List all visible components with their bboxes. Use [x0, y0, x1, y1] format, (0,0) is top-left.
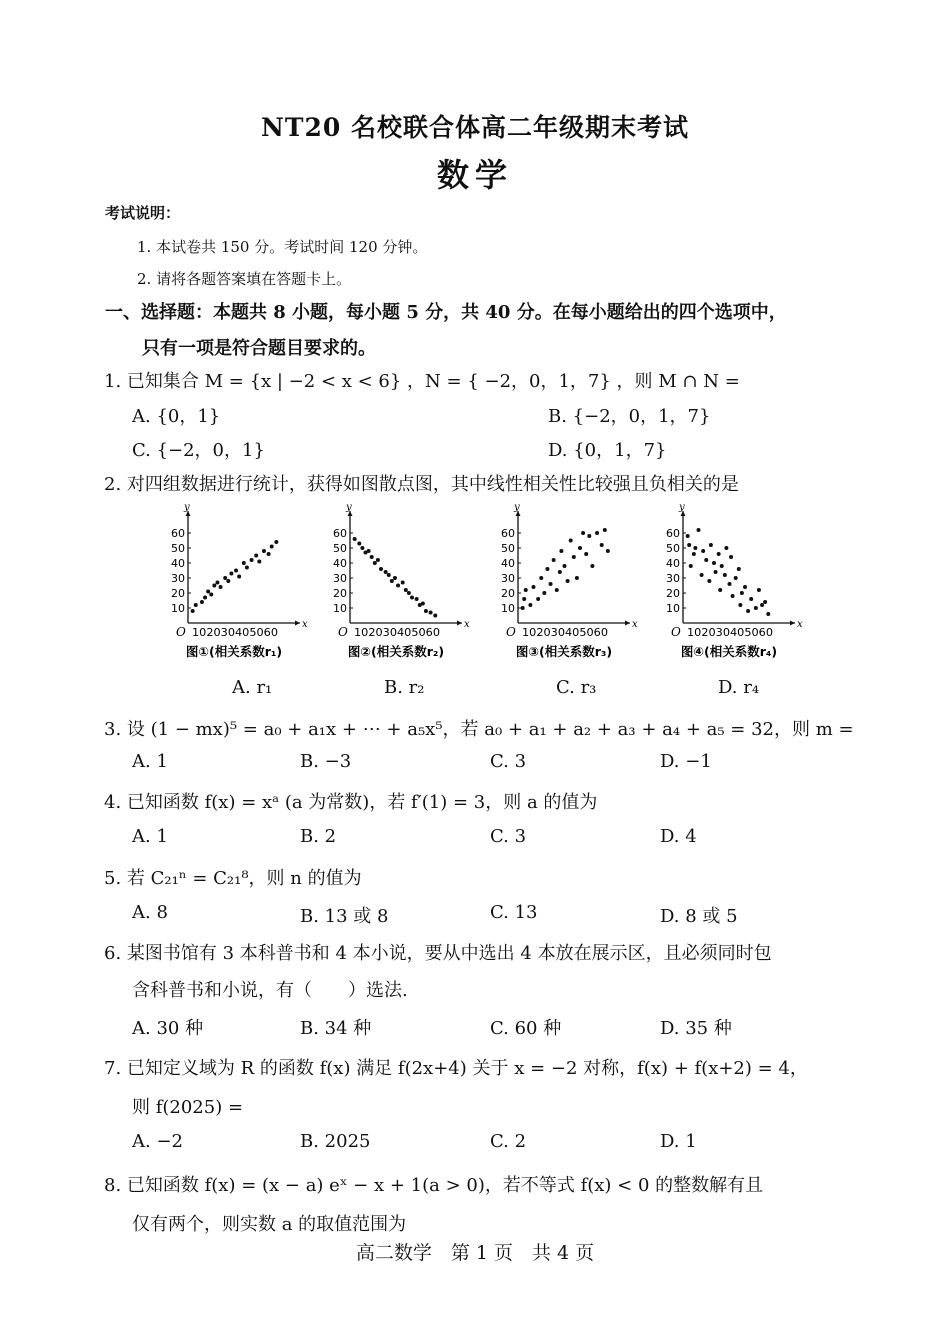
- q4-option-c: C. 3: [490, 826, 527, 847]
- scatter-point: [194, 603, 198, 607]
- scatter-point: [729, 555, 733, 559]
- scatter-point: [709, 543, 713, 547]
- y-tick-label: 10: [333, 602, 347, 615]
- q3-option-d: D. −1: [660, 751, 712, 772]
- x-axis-arrow: [457, 621, 462, 626]
- q4-option-a: A. 1: [132, 826, 168, 847]
- q2-option-a: A. r₁: [232, 677, 273, 698]
- scatter-point: [415, 597, 419, 601]
- scatter-point: [584, 552, 588, 556]
- scatter-point: [712, 561, 716, 565]
- scatter-point: [606, 549, 610, 553]
- q3-option-b: B. −3: [300, 751, 352, 772]
- scatter-point: [746, 609, 750, 613]
- scatter-point: [555, 588, 559, 592]
- question-6-stem-line2: 含科普书和小说，有（ ）选法.: [132, 980, 408, 1001]
- instructions-label: 考试说明：: [105, 204, 181, 222]
- scatter-point: [524, 588, 528, 592]
- q7-option-b: B. 2025: [300, 1131, 371, 1152]
- scatter-point: [734, 576, 738, 580]
- scatter-point: [421, 602, 425, 606]
- scatter-point: [521, 606, 525, 610]
- scatter-point: [215, 581, 219, 585]
- x-axis-name: x: [632, 619, 638, 630]
- origin-label: O: [506, 625, 516, 639]
- question-6-stem: 6. 某图书馆有 3 本科普书和 4 本小说，要从中选出 4 本放在展示区，且必须同时包: [104, 943, 772, 964]
- scatter-point: [701, 549, 705, 553]
- q5-option-a: A. 8: [132, 902, 168, 923]
- y-tick-label: 30: [333, 572, 347, 585]
- question-7-stem: 7. 已知定义域为 R 的函数 f(x) 满足 f(2x+4) 关于 x = −2 对称，f(x) + f(x+2) = 4，: [104, 1058, 808, 1079]
- scatter-point: [373, 561, 377, 565]
- scatter-point: [590, 564, 594, 568]
- scatter-point: [219, 585, 223, 589]
- question-2-stem: 2. 对四组数据进行统计，获得如图散点图，其中线性相关性比较强且负相关的是: [104, 474, 739, 495]
- y-axis-name: y: [679, 502, 685, 513]
- scatter-plot-3: [490, 502, 640, 660]
- scatter-plot-4: [655, 502, 805, 660]
- question-8-stem-line2: 仅有两个，则实数 a 的取值范围为: [132, 1214, 407, 1235]
- y-axis-name: y: [346, 502, 352, 513]
- q5-option-d: D. 8 或 5: [660, 906, 738, 927]
- scatter-point: [274, 540, 278, 544]
- scatter-point: [737, 567, 741, 571]
- scatter-plot-2: [322, 502, 472, 660]
- scatter-caption-1: 图①(相关系数r₁): [185, 644, 283, 659]
- scatter-point: [692, 552, 696, 556]
- scatter-point: [600, 543, 604, 547]
- scatter-point: [720, 564, 724, 568]
- scatter-point: [728, 582, 732, 586]
- scatter-point: [401, 581, 405, 585]
- y-tick-label: 40: [171, 557, 185, 570]
- q2-option-b: B. r₂: [384, 677, 425, 698]
- scatter-point: [433, 614, 437, 618]
- scatter-point: [429, 611, 433, 615]
- q6-option-a: A. 30 种: [132, 1018, 204, 1039]
- scatter-point: [693, 546, 697, 550]
- subject-title: 数学: [436, 156, 513, 194]
- scatter-point: [743, 585, 747, 589]
- x-axis-arrow: [790, 621, 795, 626]
- scatter-point: [370, 555, 374, 559]
- scatter-point: [407, 591, 411, 595]
- instruction-item-2: 2. 请将各题答案填在答题卡上。: [137, 270, 352, 288]
- scatter-point: [212, 584, 216, 588]
- q3-option-a: A. 1: [132, 751, 168, 772]
- scatter-point: [723, 573, 727, 577]
- exam-title: NT20 名校联合体高二年级期末考试: [261, 113, 689, 142]
- y-tick-label: 60: [171, 527, 185, 540]
- q1-option-c: C. {−2，0，1}: [132, 440, 265, 461]
- origin-label: O: [176, 625, 186, 639]
- q7-option-c: C. 2: [490, 1131, 527, 1152]
- origin-label: O: [338, 625, 348, 639]
- question-8-stem: 8. 已知函数 f(x) = (x − a) eˣ − x + 1(a > 0)，若不等式 f(x) < 0 的整数解有且: [104, 1175, 764, 1196]
- scatter-point: [724, 546, 728, 550]
- scatter-point: [410, 596, 414, 600]
- scatter-point: [738, 603, 742, 607]
- scatter-point: [542, 591, 546, 595]
- y-tick-label: 50: [666, 542, 680, 555]
- x-axis-arrow: [625, 621, 630, 626]
- scatter-caption-3: 图③(相关系数r₃): [515, 644, 613, 659]
- scatter-point: [587, 534, 591, 538]
- scatter-point: [270, 545, 274, 549]
- scatter-point: [760, 603, 764, 607]
- x-axis-arrow: [295, 621, 300, 626]
- question-4-stem: 4. 已知函数 f(x) = xᵃ (a 为常数)，若 f′(1) = 3，则 a 的值为: [104, 792, 598, 813]
- q2-option-d: D. r₄: [718, 677, 760, 698]
- scatter-plot-1: [160, 502, 310, 660]
- scatter-point: [424, 609, 428, 613]
- y-axis-name: y: [514, 502, 520, 513]
- scatter-point: [234, 569, 238, 573]
- scatter-point: [245, 566, 249, 570]
- scatter-point: [209, 593, 213, 597]
- scatter-point: [379, 567, 383, 571]
- question-5-stem: 5. 若 C₂₁ⁿ = C₂₁⁸，则 n 的值为: [104, 868, 362, 889]
- q5-option-b: B. 13 或 8: [300, 906, 389, 927]
- scatter-point: [404, 588, 408, 592]
- scatter-point: [566, 579, 570, 583]
- scatter-point: [731, 594, 735, 598]
- y-tick-label: 10: [171, 602, 185, 615]
- scatter-point: [237, 575, 241, 579]
- scatter-point: [250, 558, 254, 562]
- y-axis-name: y: [184, 502, 190, 513]
- scatter-point: [707, 579, 711, 583]
- y-tick-label: 10: [666, 602, 680, 615]
- scatter-point: [717, 552, 721, 556]
- q1-option-a: A. {0，1}: [132, 406, 221, 427]
- scatter-caption-4: 图④(相关系数r₄): [680, 644, 778, 659]
- scatter-point: [522, 597, 526, 601]
- scatter-point: [581, 531, 585, 535]
- scatter-point: [360, 546, 364, 550]
- question-1-stem: 1. 已知集合 M = {x | −2 < x < 6} ，N = { −2，0，1，7} ，则 M ∩ N =: [104, 371, 740, 392]
- y-tick-label: 40: [666, 557, 680, 570]
- scatter-point: [206, 590, 210, 594]
- q1-option-b: B. {−2，0，1，7}: [548, 406, 711, 427]
- scatter-point: [532, 585, 536, 589]
- scatter-caption-2: 图②(相关系数r₂): [347, 644, 445, 659]
- scatter-point: [528, 603, 532, 607]
- scatter-point: [757, 588, 761, 592]
- scatter-point: [254, 554, 258, 558]
- scatter-point: [384, 570, 388, 574]
- scatter-point: [686, 534, 690, 538]
- scatter-point: [563, 564, 567, 568]
- x-tick-labels: 102030405060: [687, 626, 773, 639]
- scatter-point: [390, 579, 394, 583]
- scatter-point: [226, 579, 230, 583]
- q2-option-c: C. r₃: [556, 677, 597, 698]
- y-tick-label: 50: [501, 542, 515, 555]
- q1-option-d: D. {0，1，7}: [548, 440, 667, 461]
- scatter-point: [200, 600, 204, 604]
- q6-option-b: B. 34 种: [300, 1018, 372, 1039]
- q6-option-d: D. 35 种: [660, 1018, 732, 1039]
- scatter-point: [267, 552, 271, 556]
- y-tick-label: 50: [333, 542, 347, 555]
- scatter-point: [203, 596, 207, 600]
- section-1-header: 一、选择题：本题共 8 小题，每小题 5 分，共 40 分。在每小题给出的四个选项中，: [105, 302, 787, 323]
- y-tick-label: 20: [333, 587, 347, 600]
- x-axis-name: x: [302, 619, 308, 630]
- page-footer: 高二数学 第 1 页 共 4 页: [355, 1242, 595, 1264]
- scatter-point: [376, 558, 380, 562]
- x-axis-name: x: [797, 619, 803, 630]
- scatter-point: [718, 588, 722, 592]
- scatter-point: [257, 560, 261, 564]
- scatter-point: [704, 558, 708, 562]
- scatter-point: [697, 528, 701, 532]
- scatter-point: [754, 606, 758, 610]
- scatter-point: [353, 537, 357, 541]
- y-tick-label: 30: [501, 572, 515, 585]
- y-tick-label: 40: [333, 557, 347, 570]
- scatter-point: [766, 612, 770, 616]
- scatter-point: [558, 570, 562, 574]
- section-1-header-line2: 只有一项是符合题目要求的。: [142, 338, 376, 359]
- y-tick-label: 20: [666, 587, 680, 600]
- scatter-point: [603, 528, 607, 532]
- q6-option-c: C. 60 种: [490, 1018, 562, 1039]
- scatter-point: [689, 564, 693, 568]
- scatter-point: [262, 549, 266, 553]
- x-axis-name: x: [464, 619, 470, 630]
- scatter-point: [740, 591, 744, 595]
- scatter-point: [687, 543, 691, 547]
- y-tick-label: 20: [171, 587, 185, 600]
- scatter-point: [700, 573, 704, 577]
- q7-option-d: D. 1: [660, 1131, 697, 1152]
- origin-label: O: [671, 625, 681, 639]
- scatter-point: [242, 561, 246, 565]
- scatter-point: [396, 584, 400, 588]
- question-7-stem-line2: 则 f(2025) =: [132, 1097, 244, 1118]
- y-tick-label: 10: [501, 602, 515, 615]
- x-tick-labels: 102030405060: [192, 626, 278, 639]
- y-tick-label: 60: [501, 527, 515, 540]
- scatter-point: [572, 555, 576, 559]
- scatter-point: [229, 572, 233, 576]
- scatter-point: [549, 582, 553, 586]
- scatter-point: [569, 539, 573, 543]
- scatter-point: [545, 567, 549, 571]
- instruction-item-1: 1. 本试卷共 150 分。考试时间 120 分钟。: [137, 238, 428, 256]
- y-tick-label: 20: [501, 587, 515, 600]
- scatter-point: [393, 576, 397, 580]
- scatter-point: [763, 600, 767, 604]
- q4-option-b: B. 2: [300, 826, 337, 847]
- scatter-point: [749, 597, 753, 601]
- x-tick-labels: 102030405060: [354, 626, 440, 639]
- q4-option-d: D. 4: [660, 826, 697, 847]
- scatter-point: [575, 576, 579, 580]
- scatter-point: [357, 542, 361, 546]
- scatter-point: [595, 531, 599, 535]
- y-tick-label: 60: [666, 527, 680, 540]
- scatter-point: [559, 549, 563, 553]
- scatter-point: [578, 546, 582, 550]
- question-3-stem: 3. 设 (1 − mx)⁵ = a₀ + a₁x + ⋯ + a₅x⁵，若 a₀ + a₁ + a₂ + a₃ + a₄ + a₅ = 32，则 m =: [104, 719, 854, 740]
- y-tick-label: 30: [171, 572, 185, 585]
- scatter-point: [367, 549, 371, 553]
- scatter-point: [552, 558, 556, 562]
- scatter-point: [536, 597, 540, 601]
- scatter-point: [387, 573, 391, 577]
- q3-option-c: C. 3: [490, 751, 527, 772]
- q5-option-c: C. 13: [490, 902, 538, 923]
- y-tick-label: 50: [171, 542, 185, 555]
- scatter-point: [539, 576, 543, 580]
- q7-option-a: A. −2: [132, 1131, 183, 1152]
- scatter-point: [191, 609, 195, 613]
- scatter-point: [223, 576, 227, 580]
- y-tick-label: 40: [501, 557, 515, 570]
- x-tick-labels: 102030405060: [522, 626, 608, 639]
- scatter-point: [714, 570, 718, 574]
- y-tick-label: 30: [666, 572, 680, 585]
- y-tick-label: 60: [333, 527, 347, 540]
